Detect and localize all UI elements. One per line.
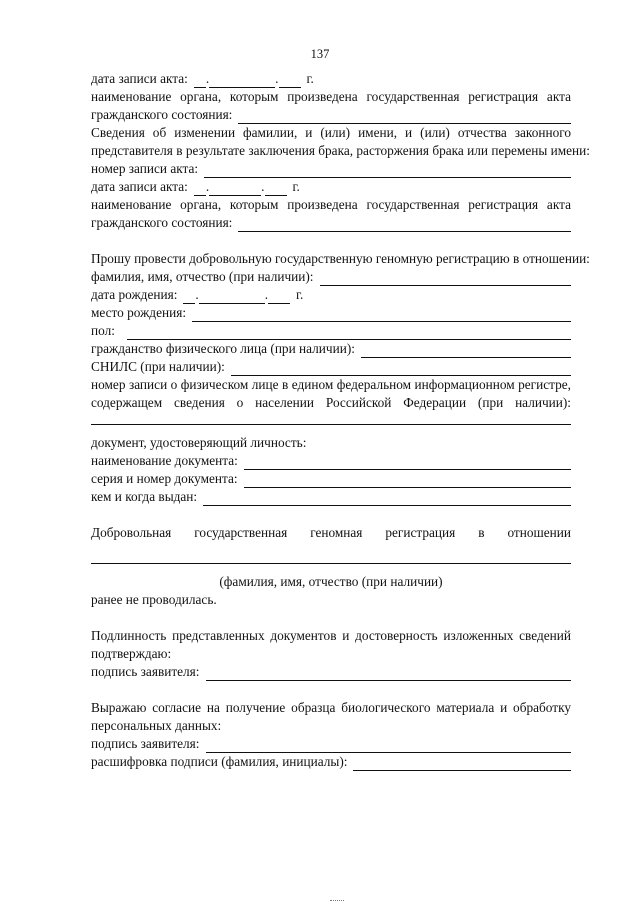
fio-row [91,268,571,286]
previous-word: государственная [194,525,288,541]
change-organ-label: гражданского состояния: [91,215,233,231]
document-name-label: наименование документа: [91,453,238,469]
record-date-row [91,70,571,88]
change-info-text: Сведения об изменении фамилии, и (или) имени, и (или) отчества законного [91,125,571,140]
record-date-month-field[interactable] [209,75,275,88]
citizenship-field[interactable] [361,345,571,358]
consent-text-2: персональных данных: [91,718,222,733]
consent-signature-label: подпись заявителя: [91,736,200,752]
request-intro: Прошу провести добровольную государственную геномную регистрацию в отношении: [91,251,590,266]
birth-date-separator: . [195,287,199,303]
document-issued-field[interactable] [203,493,571,506]
record-date-separator: . [275,71,279,87]
citizenship-label: гражданство физического лица (при наличии): [91,341,355,357]
change-record-number-row [91,160,571,178]
record-organ-label: гражданского состояния: [91,107,233,123]
previous-fio-caption: (фамилия, имя, отчество (при наличии) [219,574,443,589]
change-date-separator: . [261,179,265,195]
previous-registration-text [91,524,571,542]
authenticity-signature-label: подпись заявителя: [91,664,200,680]
previous-word: Добровольная [91,525,172,541]
change-date-row [91,178,571,196]
form-content [91,70,590,771]
consent-signature-field[interactable] [206,740,572,753]
previous-word: геномная [310,525,363,541]
previous-not-done-text: ранее не проводилась. [91,592,217,607]
consent-decode-row [91,753,571,771]
snils-label: СНИЛС (при наличии): [91,359,225,375]
previous-word: отношении [507,525,571,541]
birth-date-year-suffix: г. [296,287,304,303]
change-date-month-field[interactable] [209,183,261,196]
record-date-year-field[interactable] [279,75,301,88]
change-organ-text: наименование органа, которым произведена государственная регистрация акта [91,197,571,212]
consent-text: Выражаю согласие на получение образца биологического материала и обработку [91,700,571,715]
sex-field[interactable] [127,327,571,340]
snils-row [91,358,571,376]
change-date-label: дата записи акта: [91,179,188,195]
birth-date-row [91,286,571,304]
record-date-day-field[interactable] [194,75,206,88]
record-organ-row [91,106,571,124]
document-name-row [91,452,571,470]
fio-field[interactable] [320,273,572,286]
birth-place-field[interactable] [192,309,571,322]
authenticity-text-2: подтверждаю: [91,646,172,661]
citizenship-row [91,340,571,358]
birth-place-label: место рождения: [91,305,187,321]
page-number: 137 [310,47,330,61]
change-organ-row [91,214,571,232]
consent-decode-label: расшифровка подписи (фамилия, инициалы): [91,754,348,770]
scan-artifact [330,900,344,901]
change-record-number-field[interactable] [204,165,571,178]
previous-word: в [478,525,485,541]
birth-date-day-field[interactable] [183,291,195,304]
document-name-field[interactable] [244,457,571,470]
change-date-separator: . [205,179,210,195]
sex-label: пол: [91,323,115,339]
document-series-field[interactable] [244,475,571,488]
change-record-number-label: номер записи акта: [91,161,199,177]
document-heading: документ, удостоверяющий личность: [91,435,307,450]
sex-row [91,322,571,340]
record-organ-field[interactable] [238,111,571,124]
document-issued-row [91,488,571,506]
change-date-day-field[interactable] [194,183,206,196]
change-date-year-field[interactable] [265,183,287,196]
previous-word: регистрация [385,525,456,541]
document-series-label: серия и номер документа: [91,471,238,487]
record-date-separator: . [205,71,210,87]
record-date-label: дата записи акта: [91,71,188,87]
document-issued-label: кем и когда выдан: [91,489,198,505]
birth-date-label: дата рождения: [91,287,178,303]
birth-date-separator: . [264,287,269,303]
consent-decode-field[interactable] [353,758,571,771]
change-date-year-suffix: г. [292,179,300,195]
register-field[interactable] [91,412,571,425]
birth-date-month-field[interactable] [199,291,265,304]
snils-field[interactable] [231,363,571,376]
record-date-year-suffix: г. [306,71,314,87]
register-text: номер записи о физическом лице в едином федеральном информационном регистре, [91,377,571,392]
change-organ-field[interactable] [238,219,571,232]
authenticity-text: Подлинность представленных документов и достоверность изложенных сведений [91,628,571,643]
birth-date-year-field[interactable] [268,291,290,304]
change-info-text-2: представителя в результате заключения брака, расторжения брака или перемены имени: [91,143,590,158]
register-text-2: содержащем сведения о населении Российской Федерации (при наличии): [91,395,571,410]
authenticity-signature-field[interactable] [206,668,572,681]
document-series-row [91,470,571,488]
record-organ-text: наименование органа, которым произведена государственная регистрация акта [91,89,571,104]
consent-signature-row [91,735,571,753]
authenticity-signature-row [91,663,571,681]
birth-place-row [91,304,571,322]
previous-fio-field[interactable] [91,551,571,564]
fio-label: фамилия, имя, отчество (при наличии): [91,269,314,285]
